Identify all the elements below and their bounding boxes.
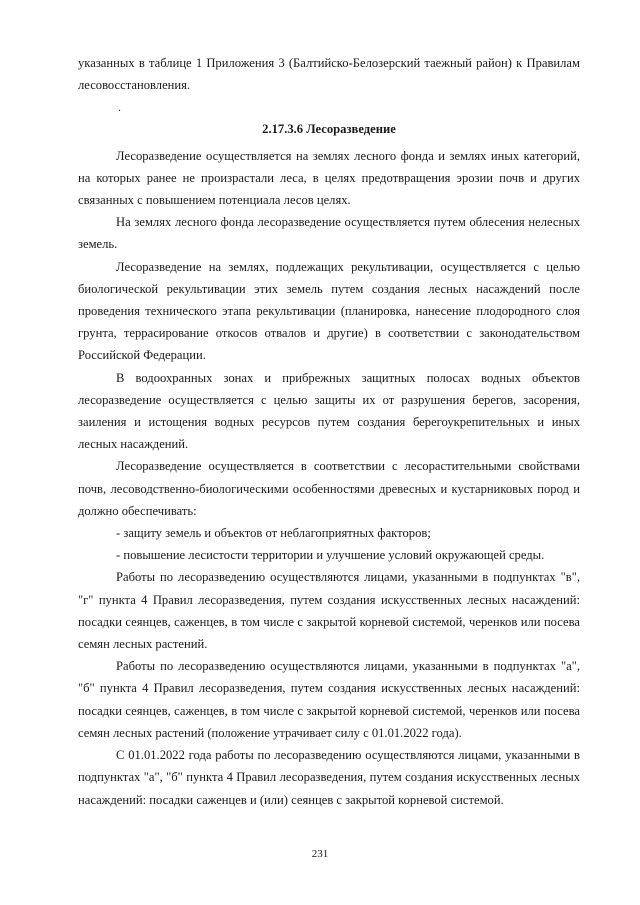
section-heading: 2.17.3.6 Лесоразведение	[262, 122, 396, 137]
list-item-forest-cover: - повышение лесистости территории и улучшение условий окружающей среды.	[116, 548, 545, 563]
paragraph-definition: Лесоразведение осуществляется на землях лесного фонда и землях иных категорий, на которых ранее не произрастали леса, в целях предотвращения эрозии почв и других связанных с повышением потенциала лесов целях.	[78, 148, 580, 208]
paragraph-works-a-b: Работы по лесоразведению осуществляются лицами, указанными в подпунктах "а", "б" пункта 4 Правил лесоразведения, путем создания искусственных лесных насаждений: посадки сеянцев, саженцев, в том числе с закрытой корневой системой, черенков или посева семян лесных растений (положение утрачивает силу с 01.01.2022 года).	[78, 659, 580, 740]
paragraph-works-2022: С 01.01.2022 года работы по лесоразведению осуществляются лицами, указанными в подпунктах "а", "б" пункта 4 Правил лесоразведения, путем создания искусственных лесных насаждений: посадки саженцев и (или) сеянцев с закрытой корневой системой.	[78, 748, 580, 807]
page-number: 231	[311, 848, 329, 860]
intro-paragraph: указанных в таблице 1 Приложения 3 (Балтийско-Белозерский таежный район) к Правилам лесовосстановления.	[78, 56, 580, 93]
paragraph-recultivation: Лесоразведение на землях, подлежащих рекультивации, осуществляется с целью биологической рекультивации этих земель путем создания лесных насаждений после проведения технического этапа рекультивации (планировка, нанесение плодородного слоя грунта, террасирование откосов отвалов и другие) в соответствии с законодательством Российской Федерации.	[78, 259, 580, 363]
paragraph-water-zones: В водоохранных зонах и прибрежных защитных полосах водных объектов лесоразведение осуществляется с целью защиты их от разрушения берегов, засорения, заиления и истощения водных ресурсов путем создания берегоукрепительных и иных лесных насаждений.	[78, 370, 580, 452]
paragraph-forest-fund: На землях лесного фонда лесоразведение осуществляется путем облесения нелесных земель.	[78, 215, 580, 252]
list-item-protection: - защиту земель и объектов от неблагоприятных факторов;	[116, 526, 431, 541]
stray-mark: .	[118, 100, 121, 115]
document-page	[78, 52, 580, 811]
paragraph-requirements: Лесоразведение осуществляется в соответствии с лесорастительными свойствами почв, лесоводственно-биологическими особенностями древесных и кустарниковых пород и должно обеспечивать:	[78, 459, 580, 518]
paragraph-works-v-g: Работы по лесоразведению осуществляются лицами, указанными в подпунктах "в", "г" пункта 4 Правил лесоразведения, путем создания искусственных лесных насаждений: посадки сеянцев, саженцев, в том числе с закрытой корневой системой, черенков или посева семян лесных растений.	[78, 570, 580, 652]
